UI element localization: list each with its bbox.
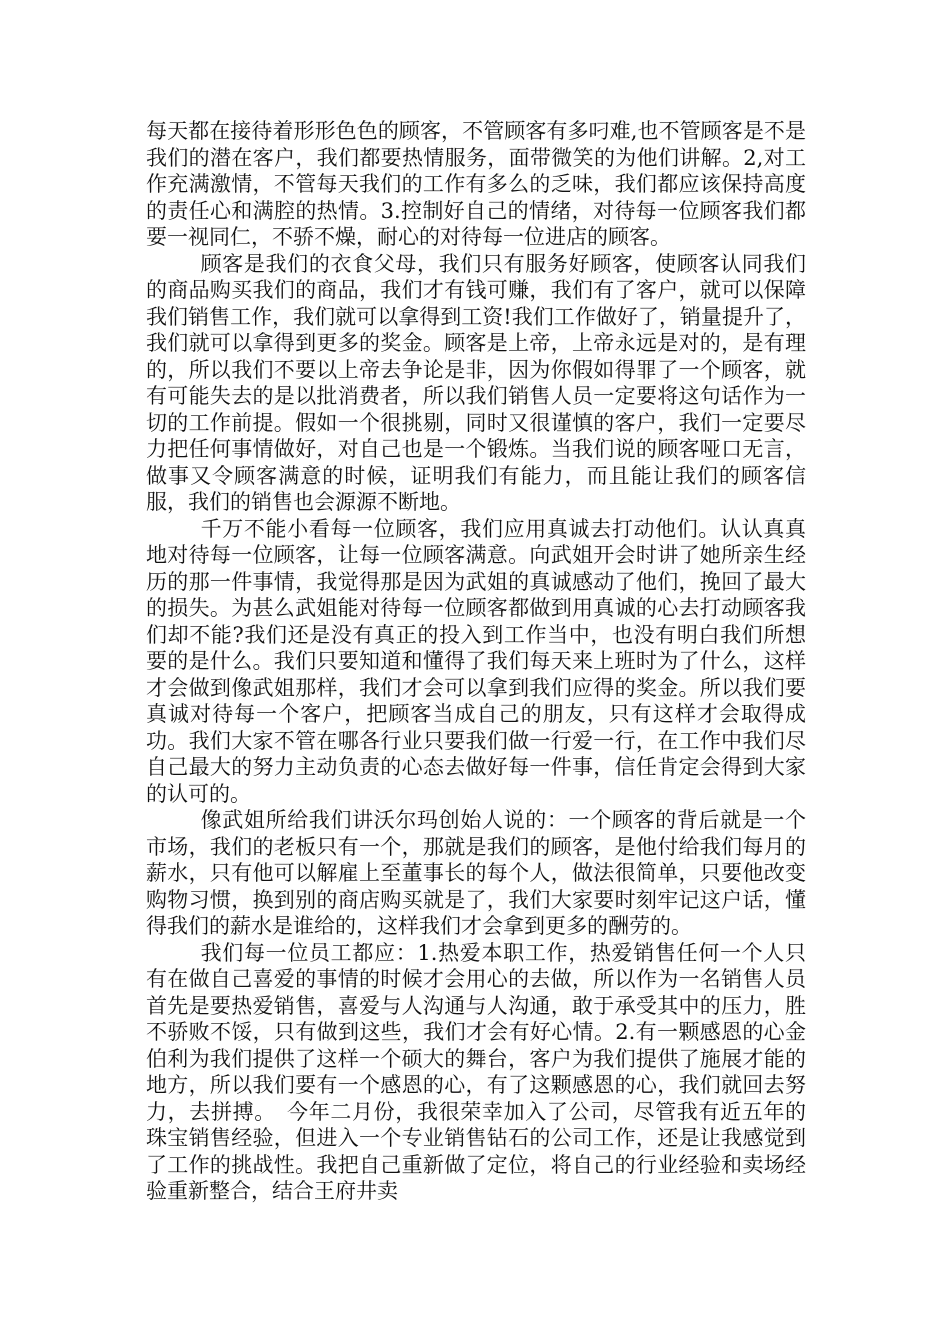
paragraph-4: 像武姐所给我们讲沃尔玛创始人说的：一个顾客的背后就是一个市场，我们的老板只有一个，那就是我们的顾客，是他付给我们每月的薪水，只有他可以解雇上至董事长的每个人，做法很简单，只要他改变购物习惯，换到别的商店购买就是了，我们大家要时刻牢记这户话，懂得我们的薪水是谁给的，这样我们才会拿到更多的酬劳的。 xyxy=(146,808,806,938)
paragraph-5: 我们每一位员工都应：1.热爱本职工作，热爱销售任何一个人只有在做自己喜爱的事情的时候才会用心的去做，所以作为一名销售人员首先是要热爱销售，喜爱与人沟通与人沟通，敢于承受其中的压力，胜不骄败不馁，只有做到这些，我们才会有好心情。2.有一颗感恩的心金伯利为我们提供了这样一个硕大的舞台，客户为我们提供了施展才能的地方，所以我们要有一个感恩的心，有了这颗感恩的心，我们就回去努力，去拼搏。 今年二月份，我很荣幸加入了公司，尽管我有近五年的珠宝销售经验，但进入一个专业销售钻石的公司工作，还是让我感觉到了工作的挑战性。我把自己重新做了定位，将自己的行业经验和卖场经验重新整合，结合王府井卖 xyxy=(146,940,806,1203)
paragraph-3: 千万不能小看每一位顾客，我们应用真诚去打动他们。认认真真地对待每一位顾客，让每一位顾客满意。向武姐开会时讲了她所亲生经历的那一件事情，我觉得那是因为武姐的真诚感动了他们，挽回了最大的损失。为甚么武姐能对待每一位顾客都做到用真诚的心去打动顾客我们却不能?我们还是没有真正的投入到工作当中，也没有明白我们所想要的是什么。我们只要知道和懂得了我们每天来上班时为了什么，这样才会做到像武姐那样，我们才会可以拿到我们应得的奖金。所以我们要真诚对待每一个客户，把顾客当成自己的朋友，只有这样才会取得成功。我们大家不管在哪各行业只要我们做一行爱一行，在工作中我们尽自己最大的努力主动负责的心态去做好每一件事，信任肯定会得到大家的认可的。 xyxy=(146,516,806,806)
paragraph-1: 每天都在接待着形形色色的顾客，不管顾客有多叼难,也不管顾客是不是我们的潜在客户，我们都要热情服务，面带微笑的为他们讲解。2,对工作充满激情，不管每天我们的工作有多么的乏味，我们都应该保持高度的责任心和满腔的热情。3.控制好自己的情绪，对待每一位顾客我们都要一视同仁，不骄不燥，耐心的对待每一位进店的顾客。 xyxy=(146,119,806,249)
paragraph-2: 顾客是我们的衣食父母，我们只有服务好顾客，使顾客认同我们的商品购买我们的商品，我们才有钱可赚，我们有了客户，就可以保障我们销售工作，我们就可以拿得到工资!我们工作做好了，销量提升了，我们就可以拿得到更多的奖金。顾客是上帝，上帝永远是对的，是有理的，所以我们不要以上帝去争论是非，因为你假如得罪了一个顾客，就有可能失去的是以批消费者，所以我们销售人员一定要将这句话作为一切的工作前提。假如一个很挑剔，同时又很谨慎的客户，我们一定要尽力把任何事情做好，对自己也是一个锻炼。当我们说的顾客哑口无言，做事又令顾客满意的时候，证明我们有能力，而且能让我们的顾客信服，我们的销售也会源源不断地。 xyxy=(146,251,806,514)
document-body xyxy=(146,118,806,1205)
